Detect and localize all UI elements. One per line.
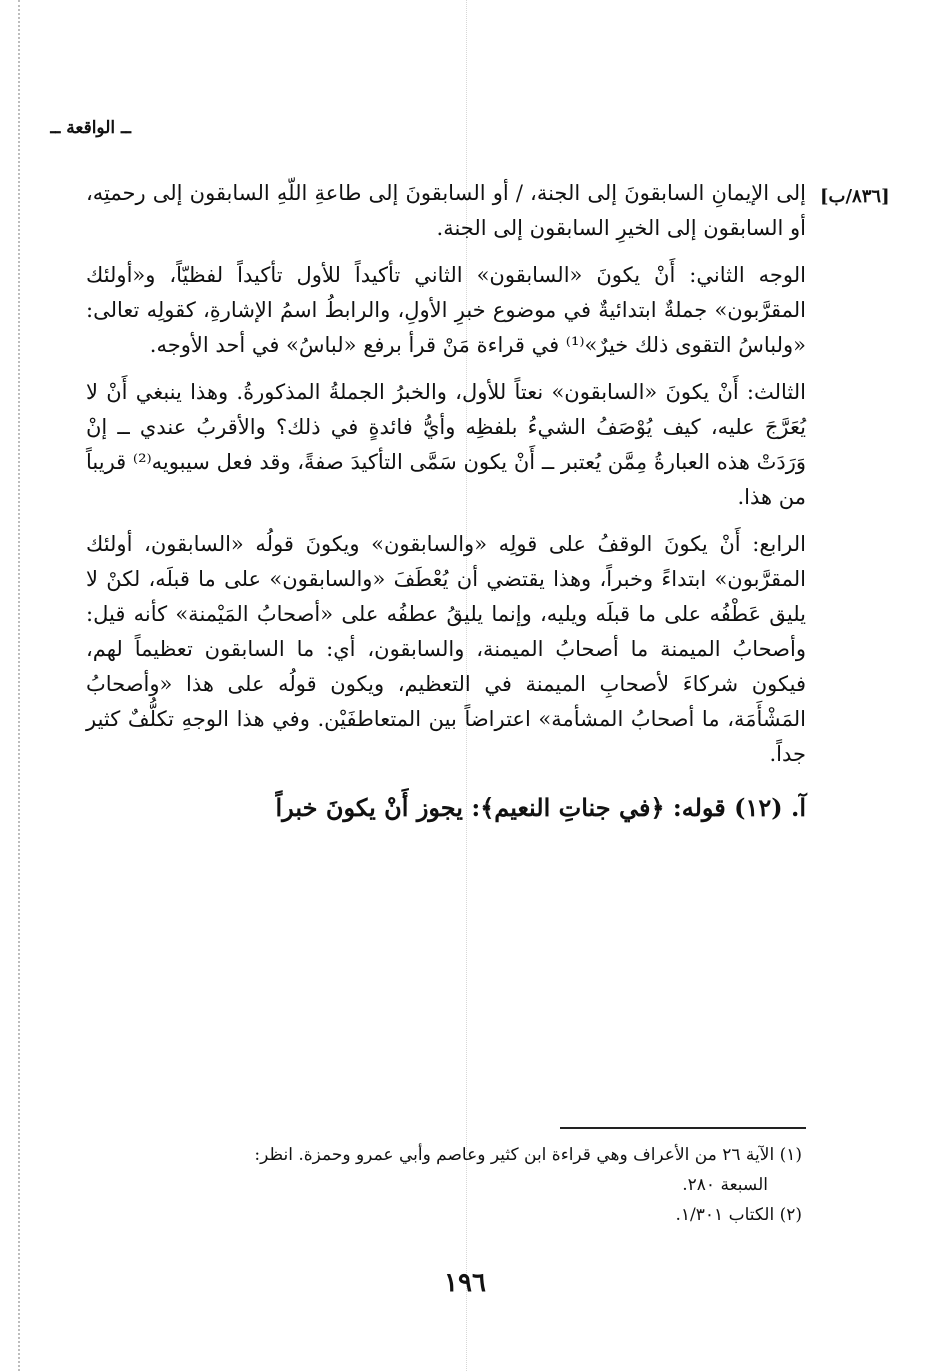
paragraph: إلى الإيمانِ السابقونَ إلى الجنة، / أو السابقونَ إلى طاعةِ اللّهِ السابقون إلى رحمتِه، أو السابقون إلى الخيرِ السابقون إلى الجنة. bbox=[86, 181, 806, 240]
main-text bbox=[86, 176, 806, 837]
footnote-1-continued: السبعة ٢٨٠. bbox=[682, 1175, 768, 1195]
footnote-2: (٢) الكتاب ١/٣٠١. bbox=[675, 1205, 802, 1225]
footnotes bbox=[86, 1140, 802, 1230]
paragraph: الثالث: أَنْ يكونَ «السابقون» نعتاً للأول، والخبرُ الجملةُ المذكورةُ. وهذا ينبغي أَنْ لا يُعَرَّجَ عليه، كيف يُوْصَفُ الشيءُ بلفظِه وأيُّ فائدةٍ في ذلك؟ والأقربُ عندي ــ إنْ وَرَدَتْ هذه العبارةُ مِمَّن يُعتبر ــ أَنْ يكون سَمَّى التأكيدَ صفةً، وقد فعل سيبويه⁽²⁾ قريباً من هذا. bbox=[86, 380, 806, 509]
running-header: ــ الواقعة ــ bbox=[50, 118, 131, 138]
scan-edge-dots bbox=[18, 0, 20, 1371]
footnote-separator bbox=[560, 1127, 806, 1129]
verse-commentary-line: آ. (١٢) قوله: ﴿في جناتِ النعيم﴾: يجوز أَنْ يكونَ خبراً bbox=[275, 793, 806, 822]
manuscript-folio-ref: [٨٣٦/ب] bbox=[820, 186, 890, 207]
paragraph: الرابع: أَنْ يكونَ الوقفُ على قولِه «والسابقون» ويكونَ قولُه «السابقون، أولئك المقرَّبون» ابتداءً وخبراً، وهذا يقتضي أن يُعْطَفَ «والسابقون» على ما قبلَه، لكنْ لا يليق عَطْفُه على ما قبلَه ويليه، وإنما يليقُ عطفُه على «أصحابُ المَيْمنة» كأنه قيل: وأصحابُ الميمنة ما أصحابُ الميمنة، والسابقون، أي: ما السابقون تعظيماً لهم، فيكون شركاءَ لأصحابِ الميمنة في التعظيم، ويكون قولُه على هذا «وأصحابُ المَشْأَمَة، ما أصحابُ المشأمة» اعتراضاً بين المتعاطفَيْن. وفي هذا الوجهِ تكلُّفٌ كثير جداً. bbox=[86, 532, 806, 766]
footnote-1: (١) الآية ٢٦ من الأعراف وهي قراءة ابن كثير وعاصم وأبي عمرو وحمزة. انظر: bbox=[254, 1145, 802, 1165]
page-number: ١٩٦ bbox=[444, 1268, 486, 1298]
paragraph: الوجه الثاني: أَنْ يكونَ «السابقون» الثاني تأكيداً للأول تأكيداً لفظيّاً، و«أولئك المقرَّبون» جملةٌ ابتدائيةٌ في موضوع خبرِ الأولِ، والرابطُ اسمُ الإشارةِ، كقولِه تعالى: «ولباسُ التقوى ذلك خيرٌ»⁽¹⁾ في قراءة مَنْ قرأ برفع «لباسُ» في أحد الأوجه. bbox=[86, 263, 806, 357]
